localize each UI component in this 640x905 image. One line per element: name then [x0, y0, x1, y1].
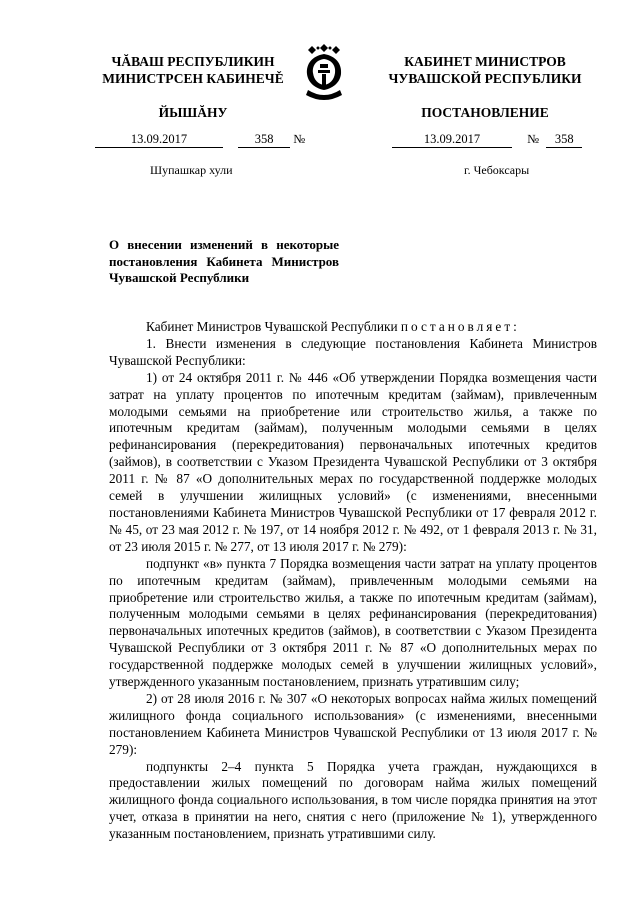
- document-title: О внесении изменений в некоторые постановления Кабинета Министров Чувашской Республики: [109, 237, 339, 285]
- body-paragraph: 1. Внести изменения в следующие постановления Кабинета Министров Чувашской Республики:: [109, 335, 597, 368]
- document-body: [109, 319, 597, 843]
- date-right: 13.09.2017: [392, 132, 512, 148]
- body-paragraph: 2) от 28 июля 2016 г. № 307 «О некоторых вопросах найма жилых помещений жилищного фонда социального использования» (с изменениями, внесенными постановлением Кабинета Министров Чувашской Республики от 13 июля 2017 г. № 279):: [109, 690, 597, 757]
- header-right: [360, 0, 610, 121]
- chuvash-coat-of-arms-icon: [298, 42, 350, 102]
- org-name-russian: КАБИНЕТ МИНИСТРОВ ЧУВАШСКОЙ РЕСПУБЛИКИ: [388, 54, 582, 86]
- header-left: [68, 0, 318, 121]
- intro-paragraph: Кабинет Министров Чувашской Республики постановляет:: [146, 319, 520, 334]
- number-sign-right: №: [527, 132, 540, 146]
- place-russian: г. Чебоксары: [464, 163, 530, 177]
- resolution-word: постановляет:: [400, 319, 520, 334]
- place-chuvash: Шупашкар хули: [150, 163, 233, 177]
- body-paragraph: 1) от 24 октября 2011 г. № 446 «Об утверждении Порядка возмещения части затрат на уплату процентов по ипотечным кредитам (займам), привлеченным молодыми семьями на приобретение или строительство жилья, а также по ипотечным кредитам (займам), полученным молодыми семьями в целях рефинансирования (перекредитования) первоначальных ипотечных кредитов (займов), в соответствии с Указом Президента Чувашской Республики от 3 октября 2011 г. № 87 «О дополнительных мерах по государственной поддержке молодых семей в улучшении жилищных условий» (с изменениями, внесенными постановлениями Кабинета Министров Чувашской Республики от 17 февраля 2012 г. № 45, от 23 мая 2012 г. № 197, от 14 ноября 2012 г. № 492, от 1 февраля 2013 г. № 31, от 23 июля 2015 г. № 277, от 13 июля 2017 г. № 279):: [109, 369, 597, 554]
- date-left: 13.09.2017: [95, 132, 223, 148]
- org-name-chuvash: ЧĂВАШ РЕСПУБЛИКИН МИНИСТРСЕН КАБИНЕЧĚ: [102, 54, 284, 86]
- number-sign-left: №: [293, 132, 306, 146]
- doc-type-russian: ПОСТАНОВЛЕНИЕ: [421, 105, 549, 120]
- date-number-left: [95, 132, 305, 148]
- body-paragraph: подпункты 2–4 пункта 5 Порядка учета граждан, нуждающихся в предоставлении жилых помещений по договорам найма жилых помещений жилищного фонда социального использования, в том числе порядка принятия на этот учет, отказа в принятии на него, снятия с него (приложение № 1), утвержденного указанным постановлением, признать утратившими силу.: [109, 758, 597, 842]
- number-left: 358: [238, 132, 290, 148]
- number-right: 358: [546, 132, 582, 148]
- doc-type-chuvash: ЙЫШĂНУ: [158, 105, 228, 120]
- body-paragraph: подпункт «в» пункта 7 Порядка возмещения части затрат на уплату процентов по ипотечным кредитам (займам), привлеченным молодыми семьями на приобретение или строительство жилья, а также по ипотечным кредитам (займам), полученным молодыми семьями в целях рефинансирования (перекредитования) первоначальных ипотечных кредитов (займов), в соответствии с Указом Президента Чувашской Республики от 3 октября 2011 г. № 87 «О дополнительных мерах по государственной поддержке молодых семей в улучшении жилищных условий», утвержденного указанным постановлением, признать утратившим силу;: [109, 555, 597, 690]
- date-number-right: [392, 132, 582, 148]
